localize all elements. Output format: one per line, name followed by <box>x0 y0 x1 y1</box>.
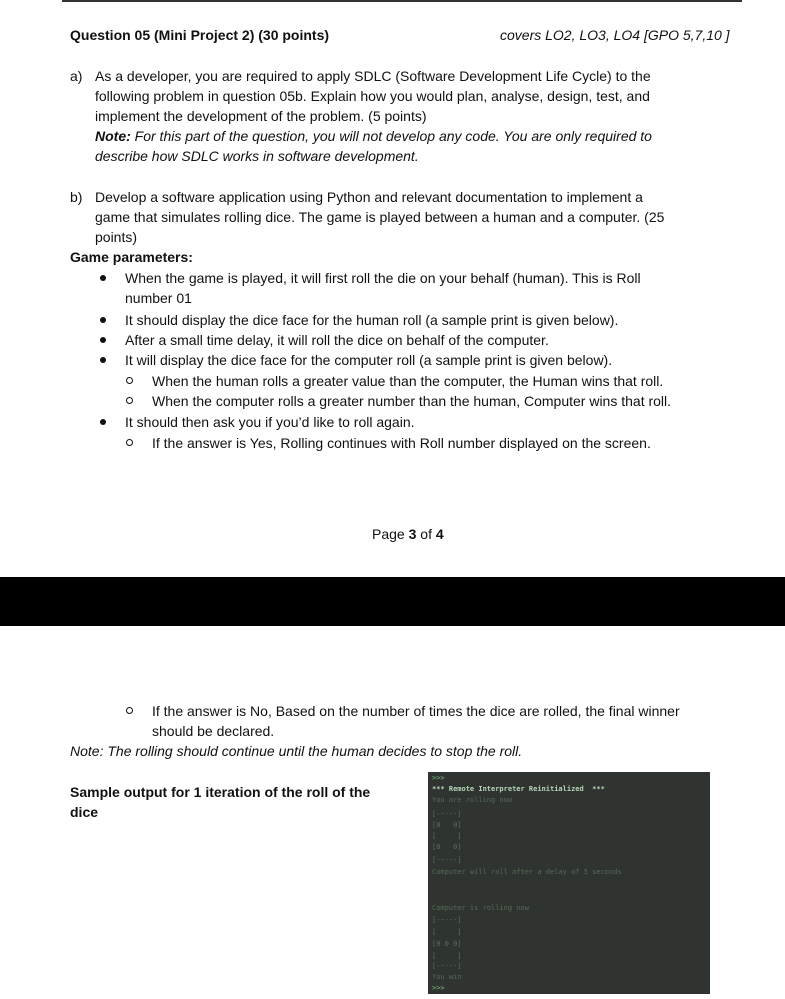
console-header: *** Remote Interpreter Reinitialized *** <box>432 785 605 793</box>
bullet-dot <box>100 275 106 281</box>
bullet-2: It should display the dice face for the human roll (a sample print is given below). <box>125 312 619 328</box>
covers-outcomes: covers LO2, LO3, LO4 [GPO 5,7,10 ] <box>500 27 730 43</box>
sample-output-heading-line-2: dice <box>70 804 99 820</box>
bullet-1-line-2: number 01 <box>125 290 192 306</box>
top-rule <box>62 0 742 2</box>
part-b-line-2: game that simulates rolling dice. The game is played between a human and a computer. (25 <box>95 209 665 225</box>
sub-bullet-2: When the computer rolls a greater number than the human, Computer wins that roll. <box>152 393 672 409</box>
page-word: Page <box>372 526 405 542</box>
sub-bullet-circle <box>126 707 133 714</box>
sample-output-heading-line-1: Sample output for 1 iteration of the roll of the <box>70 784 371 800</box>
part-a-line-3: implement the development of the problem. (5 points) <box>95 108 427 124</box>
console-line: You are rolling now <box>432 796 513 804</box>
sub-bullet-circle <box>126 397 133 404</box>
sub-bullet-4-line-1: If the answer is No, Based on the number of times the dice are rolled, the final winner <box>152 703 680 719</box>
part-a-label: a) <box>70 68 83 84</box>
page-number: 3 <box>408 526 417 542</box>
console-die-line: [ ] <box>432 952 462 960</box>
part-a-note <box>95 126 652 146</box>
console-die-line: [-----] <box>432 916 462 924</box>
bullet-1-line-1: When the game is played, it will first roll the die on your behalf (human). This is Roll <box>125 270 641 286</box>
note-text: For this part of the question, you will not develop any code. You are only required to <box>134 128 652 144</box>
console-line: Computer will roll after a delay of 5 seconds <box>432 868 622 876</box>
part-a-note-line-2: describe how SDLC works in software development. <box>95 148 419 164</box>
sub-bullet-circle <box>126 439 133 446</box>
question-title: Question 05 (Mini Project 2) (30 points) <box>70 27 330 43</box>
part-b-label: b) <box>70 189 83 205</box>
sub-bullet-4-line-2: should be declared. <box>152 723 275 739</box>
bullet-4: It will display the dice face for the computer roll (a sample print is given below). <box>125 352 613 368</box>
of-word: of <box>420 526 432 542</box>
page-footer <box>372 524 444 544</box>
console-line: Computer is rolling now <box>432 904 529 912</box>
console-line: You win <box>432 973 462 981</box>
console-die-line: [ ] <box>432 832 462 840</box>
page-separator-band <box>0 577 785 626</box>
page-total: 4 <box>435 526 444 542</box>
console-die-line: [-----] <box>432 810 462 818</box>
part-a-line-2: following problem in question 05b. Explain how you would plan, analyse, design, test, and <box>95 88 650 104</box>
part-b-line-3: points) <box>95 229 138 245</box>
sub-bullet-1: When the human rolls a greater value than the computer, the Human wins that roll. <box>152 373 664 389</box>
bullet-dot <box>100 419 106 425</box>
game-parameters-heading: Game parameters: <box>70 249 193 265</box>
console-prompt: >>> <box>432 984 445 992</box>
sub-bullet-3: If the answer is Yes, Rolling continues with Roll number displayed on the screen. <box>152 435 651 451</box>
bullet-dot <box>100 357 106 363</box>
part-a-line-1: As a developer, you are required to apply SDLC (Software Development Life Cycle) to the <box>95 68 651 84</box>
note-label: Note: <box>95 128 131 144</box>
part-b-line-1: Develop a software application using Python and relevant documentation to implement a <box>95 189 643 205</box>
console-die-line: [-----] <box>432 856 462 864</box>
console-die-line: [-----] <box>432 962 462 970</box>
sample-console-screenshot <box>428 772 710 994</box>
bullet-3: After a small time delay, it will roll the dice on behalf of the computer. <box>125 332 549 348</box>
console-die-line: [0 0] <box>432 821 462 829</box>
rolling-note: Note: The rolling should continue until the human decides to stop the roll. <box>70 743 523 759</box>
bullet-dot <box>100 317 106 323</box>
console-die-line: [ ] <box>432 928 462 936</box>
console-die-line: [0 0 0] <box>432 940 462 948</box>
console-die-line: [0 0] <box>432 843 462 851</box>
bullet-dot <box>100 337 106 343</box>
sub-bullet-circle <box>126 377 133 384</box>
console-prompt: >>> <box>432 774 445 782</box>
bullet-5: It should then ask you if you’d like to roll again. <box>125 414 415 430</box>
